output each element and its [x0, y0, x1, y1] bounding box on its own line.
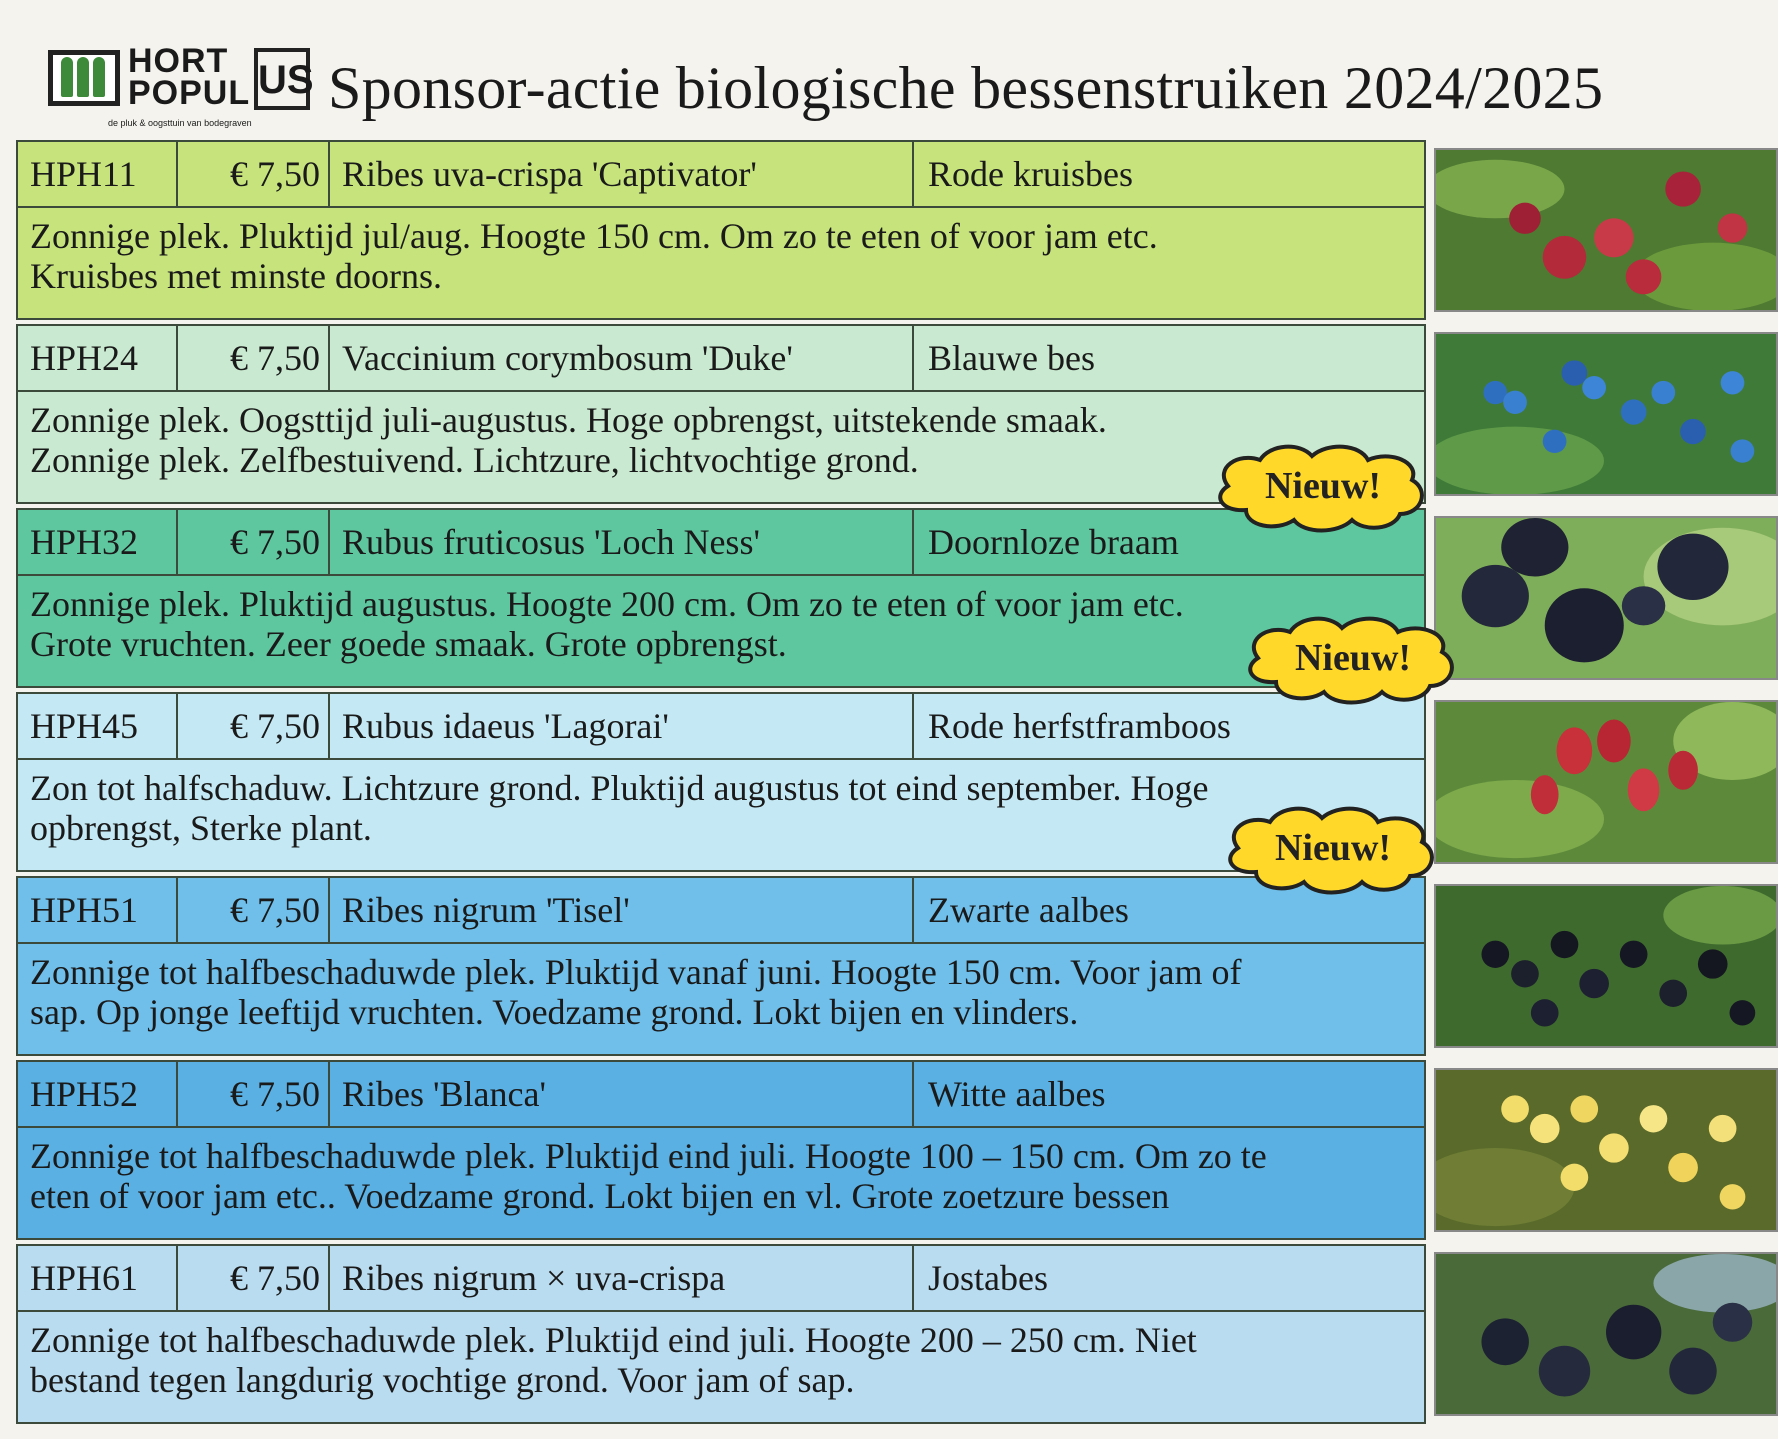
description: [18, 760, 1424, 856]
product-code: HPH61: [18, 1246, 178, 1310]
row-cells: [16, 508, 1426, 688]
blackberry-photo-icon: [1434, 516, 1778, 680]
description-line: eten of voor jam etc.. Voedzame grond. Lokt bijen en vl. Grote zoetzure bessen: [30, 1176, 1170, 1216]
table-row: [16, 1244, 1778, 1424]
blackcurrant-photo-icon: [1434, 884, 1778, 1048]
table-row: [16, 692, 1778, 872]
product-price: € 7,50: [178, 878, 330, 942]
row-cells: [16, 1060, 1426, 1240]
table-row: [16, 876, 1778, 1056]
whitecurrant-photo-icon: [1434, 1068, 1778, 1232]
product-price: € 7,50: [178, 142, 330, 206]
product-price: € 7,50: [178, 326, 330, 390]
description-line: Zonnige plek. Pluktijd jul/aug. Hoogte 150 cm. Om zo te eten of voor jam etc.: [30, 216, 1158, 256]
common-name: Rode herfstframboos: [928, 706, 1231, 746]
common-name: Jostabes: [928, 1258, 1048, 1298]
description-line: sap. Op jonge leeftijd vruchten. Voedzame grond. Lokt bijen en vlinders.: [30, 992, 1079, 1032]
hortopopulus-logo: [48, 44, 316, 132]
latin-name: Ribes nigrum 'Tisel': [330, 878, 914, 942]
table-row: [16, 508, 1778, 688]
row-cells: [16, 1244, 1426, 1424]
table-row: [16, 324, 1778, 504]
description-line: Zonnige tot halfbeschaduwde plek. Pluktijd vanaf juni. Hoogte 150 cm. Voor jam of: [30, 952, 1242, 992]
description-line: opbrengst, Sterke plant.: [30, 808, 372, 848]
logo-tagline: de pluk & oogsttuin van bodegraven: [108, 118, 252, 128]
description: [18, 208, 1424, 304]
product-price: € 7,50: [178, 694, 330, 758]
product-code: HPH11: [18, 142, 178, 206]
badge-label: Nieuw!: [1264, 465, 1382, 507]
page-title: Sponsor-actie biologische bessenstruiken 2024/2025: [328, 55, 1604, 121]
common-name: Zwarte aalbes: [928, 890, 1129, 930]
latin-name: Ribes 'Blanca': [330, 1062, 914, 1126]
product-code: HPH24: [18, 326, 178, 390]
description-line: Grote vruchten. Zeer goede smaak. Grote opbrengst.: [30, 624, 787, 664]
jostaberry-photo-icon: [1434, 1252, 1778, 1416]
description-line: Zon tot halfschaduw. Lichtzure grond. Pluktijd augustus tot eind september. Hoge: [30, 768, 1209, 808]
new-badge: [1218, 800, 1448, 896]
row-cells: [16, 140, 1426, 320]
description-line: Zonnige tot halfbeschaduwde plek. Pluktijd eind juli. Hoogte 200 – 250 cm. Niet: [30, 1320, 1197, 1360]
raspberry-photo-icon: [1434, 700, 1778, 864]
product-price: € 7,50: [178, 1062, 330, 1126]
tree-logo-icon: [48, 50, 120, 106]
description-line: bestand tegen langdurig vochtige grond. Voor jam of sap.: [30, 1360, 855, 1400]
description: [18, 1312, 1424, 1408]
blueberry-photo-icon: [1434, 332, 1778, 496]
common-name: Blauwe bes: [928, 338, 1095, 378]
description: [18, 576, 1424, 672]
description-line: Kruisbes met minste doorns.: [30, 256, 442, 296]
badge-label: Nieuw!: [1294, 637, 1412, 679]
row-cells: [16, 876, 1426, 1056]
latin-name: Rubus idaeus 'Lagorai': [330, 694, 914, 758]
description-line: Zonnige tot halfbeschaduwde plek. Pluktijd eind juli. Hoogte 100 – 150 cm. Om zo te: [30, 1136, 1267, 1176]
table-row: [16, 140, 1778, 320]
product-code: HPH51: [18, 878, 178, 942]
latin-name: Rubus fruticosus 'Loch Ness': [330, 510, 914, 574]
page-header: [48, 36, 1738, 136]
product-code: HPH52: [18, 1062, 178, 1126]
new-badge: [1208, 438, 1438, 534]
description: [18, 1128, 1424, 1224]
row-cells: [16, 692, 1426, 872]
description-line: Zonnige plek. Oogsttijd juli-augustus. Hoge opbrengst, uitstekende smaak.: [30, 400, 1107, 440]
common-name: Witte aalbes: [928, 1074, 1106, 1114]
description-line: Zonnige plek. Zelfbestuivend. Lichtzure, lichtvochtige grond.: [30, 440, 919, 480]
latin-name: Ribes uva-crispa 'Captivator': [330, 142, 914, 206]
gooseberry-photo-icon: [1434, 148, 1778, 312]
new-badge: [1238, 610, 1468, 706]
table-row: [16, 1060, 1778, 1240]
latin-name: Vaccinium corymbosum 'Duke': [330, 326, 914, 390]
product-price: € 7,50: [178, 1246, 330, 1310]
description-line: Zonnige plek. Pluktijd augustus. Hoogte 200 cm. Om zo te eten of voor jam etc.: [30, 584, 1184, 624]
product-code: HPH45: [18, 694, 178, 758]
latin-name: Ribes nigrum × uva-crispa: [330, 1246, 914, 1310]
logo-word-us: US: [254, 48, 310, 110]
logo-word-popul: POPUL: [128, 74, 251, 112]
badge-label: Nieuw!: [1274, 827, 1392, 869]
common-name: Rode kruisbes: [928, 154, 1133, 194]
common-name: Doornloze braam: [928, 522, 1179, 562]
description: [18, 944, 1424, 1040]
product-code: HPH32: [18, 510, 178, 574]
logo-word-hort: HORT: [128, 42, 229, 80]
product-price: € 7,50: [178, 510, 330, 574]
